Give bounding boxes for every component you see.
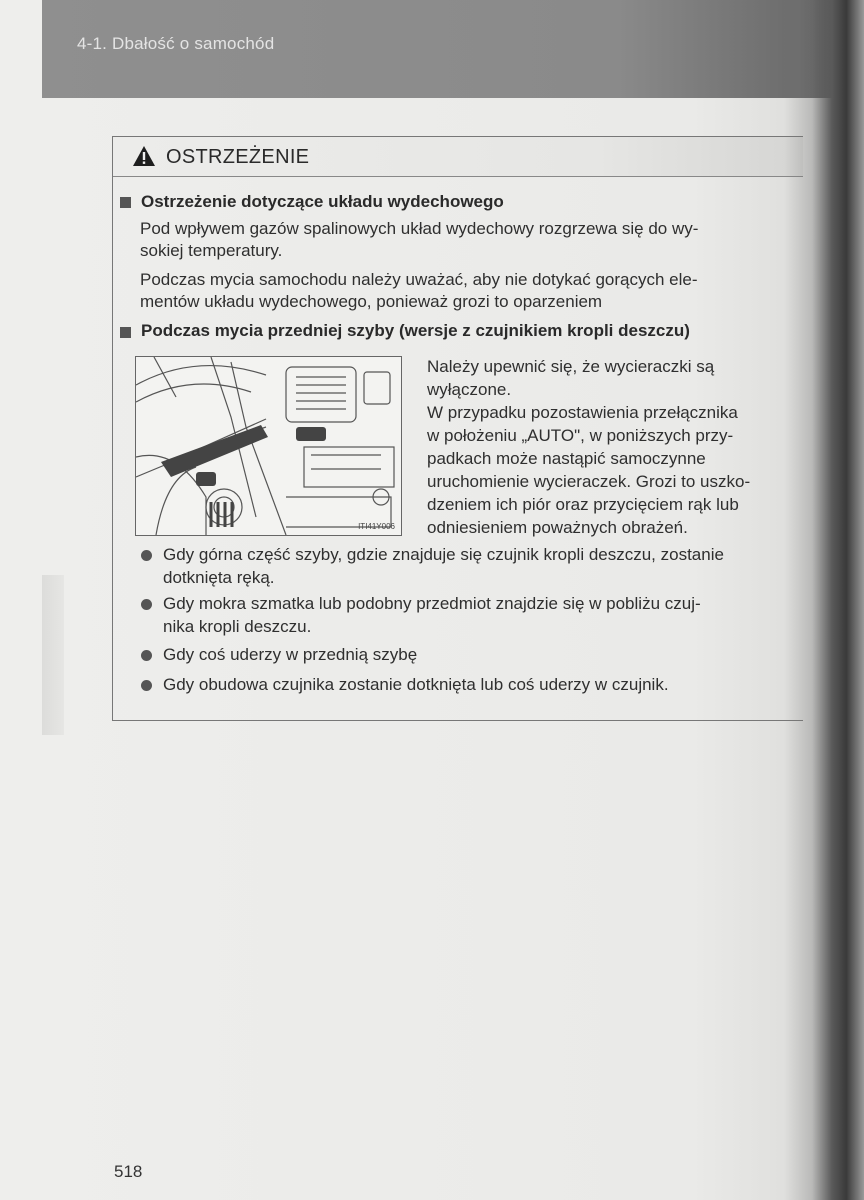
bullet-text: Gdy górna część szyby, gdzie znajduje się czujnik kropli deszczu, zostanie bbox=[163, 545, 724, 564]
side-tab bbox=[42, 575, 64, 735]
text-line: sokiej temperatury. bbox=[140, 241, 283, 260]
bullet-dot bbox=[141, 680, 152, 691]
text-line: Podczas mycia samochodu należy uważać, aby nie dotykać gorących ele- bbox=[140, 270, 698, 289]
book-spine-shadow bbox=[784, 0, 864, 1200]
text-line: dzeniem ich piór oraz przycięciem rąk lub bbox=[427, 495, 739, 514]
bullet-text: Gdy obudowa czujnika zostanie dotknięta lub coś uderzy w czujnik. bbox=[163, 675, 669, 694]
page-number: 518 bbox=[114, 1162, 143, 1181]
text-line: uruchomienie wycieraczek. Grozi to uszko- bbox=[427, 472, 751, 491]
section-marker bbox=[120, 327, 131, 338]
bullet-dot bbox=[141, 550, 152, 561]
section-header-bar bbox=[42, 0, 864, 98]
bullet-text: Gdy mokra szmatka lub podobny przedmiot znajdzie się w pobliżu czuj- bbox=[163, 594, 701, 613]
wiper-switch-illustration bbox=[135, 356, 402, 536]
bullet-text: Gdy coś uderzy w przednią szybę bbox=[163, 645, 418, 664]
bullet-dot bbox=[141, 650, 152, 661]
warning-header bbox=[113, 137, 803, 177]
text-line: padkach może nastąpić samoczynne bbox=[427, 449, 706, 468]
section-heading: Ostrzeżenie dotyczące układu wydechowego bbox=[141, 192, 504, 211]
dashboard-drawing bbox=[136, 357, 401, 535]
text-line: odniesieniem poważnych obrażeń. bbox=[427, 518, 688, 537]
bullet-text: nika kropli deszczu. bbox=[163, 617, 312, 636]
warning-triangle-icon bbox=[132, 145, 156, 167]
section-title: 4-1. Dbałość o samochód bbox=[77, 34, 275, 53]
text-line: Należy upewnić się, że wycieraczki są bbox=[427, 357, 715, 376]
warning-label: OSTRZEŻENIE bbox=[166, 146, 310, 168]
bullet-text: dotknięta ręką. bbox=[163, 568, 275, 587]
bullet-dot bbox=[141, 599, 152, 610]
figure-code: ITI41Y006 bbox=[358, 522, 395, 531]
section-marker bbox=[120, 197, 131, 208]
section-heading: Podczas mycia przedniej szyby (wersje z czujnikiem kropli deszczu) bbox=[141, 321, 690, 340]
text-line: Pod wpływem gazów spalinowych układ wydechowy rozgrzewa się do wy- bbox=[140, 219, 699, 238]
text-line: wyłączone. bbox=[427, 380, 512, 399]
text-line: mentów układu wydechowego, ponieważ grozi to oparzeniem bbox=[140, 292, 603, 311]
text-line: w położeniu „AUTO", w poniższych przy- bbox=[427, 426, 734, 445]
text-line: W przypadku pozostawienia przełącznika bbox=[427, 403, 738, 422]
